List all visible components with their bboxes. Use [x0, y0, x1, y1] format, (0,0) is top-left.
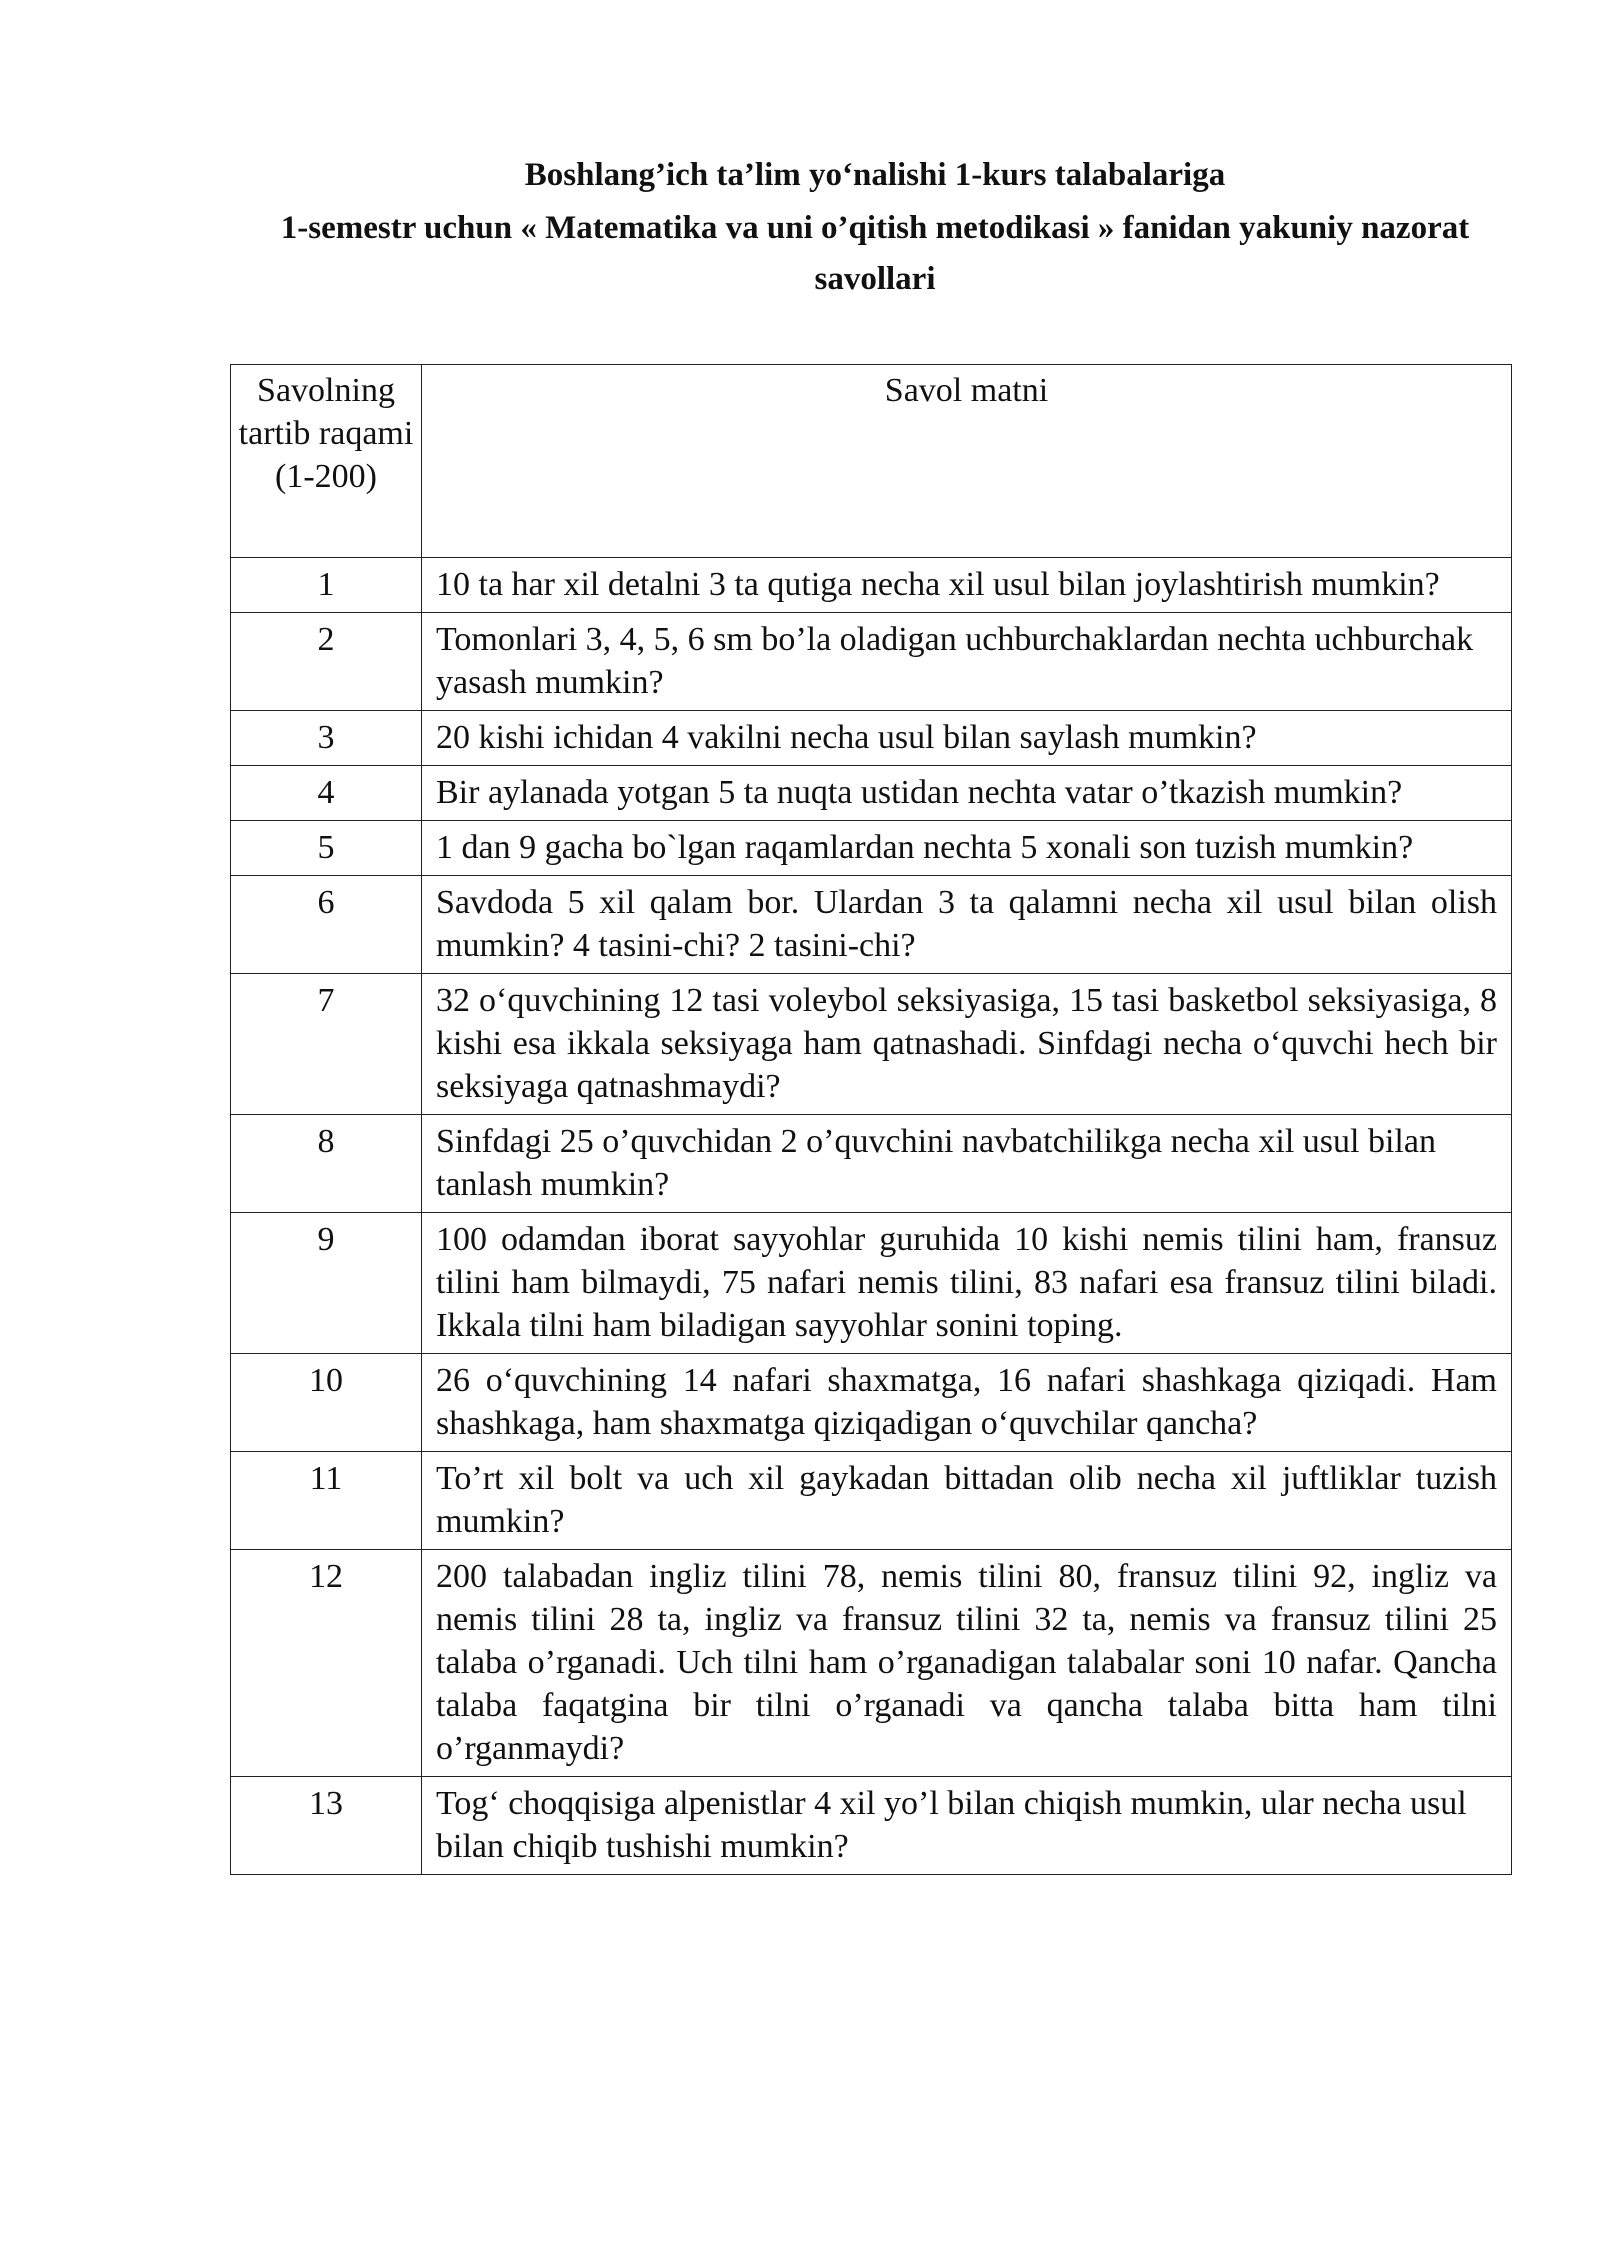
question-number: 9	[231, 1213, 422, 1354]
question-text: Bir aylanada yotgan 5 ta nuqta ustidan nechta vatar o’tkazish mumkin?	[422, 766, 1512, 821]
questions-table	[230, 364, 1512, 1875]
question-number: 11	[231, 1452, 422, 1550]
table-row	[231, 876, 1512, 974]
question-number: 12	[231, 1550, 422, 1777]
table-body	[231, 558, 1512, 1875]
question-text: To’rt xil bolt va uch xil gaykadan bittadan olib necha xil juftliklar tuzish mumkin?	[422, 1452, 1512, 1550]
question-text: 200 talabadan ingliz tilini 78, nemis tilini 80, fransuz tilini 92, ingliz va nemis tilini 28 ta, ingliz va fransuz tilini 32 ta, nemis va fransuz tilini 25 talaba o’rganadi. Uch tilni ham o’rganadigan talabalar soni 10 nafar. Qancha talaba faqatgina bir tilni o’rganadi va qancha talaba bitta ham tilni o’rganmaydi?	[422, 1550, 1512, 1777]
question-number: 8	[231, 1115, 422, 1213]
question-text: Savdoda 5 xil qalam bor. Ulardan 3 ta qalamni necha xil usul bilan olish mumkin? 4 tasini-chi? 2 tasini-chi?	[422, 876, 1512, 974]
question-text: 1 dan 9 gacha bo`lgan raqamlardan nechta 5 xonali son tuzish mumkin?	[422, 821, 1512, 876]
table-row	[231, 711, 1512, 766]
title-line-1: Boshlang’ich ta’lim yo‘nalishi 1-kurs talabalariga	[524, 157, 1226, 193]
table-row	[231, 1115, 1512, 1213]
question-text: Tomonlari 3, 4, 5, 6 sm bo’la oladigan uchburchaklardan nechta uchburchak yasash mumkin?	[422, 613, 1512, 711]
table-row	[231, 821, 1512, 876]
question-number: 3	[231, 711, 422, 766]
table-row	[231, 1213, 1512, 1354]
question-text: Tog‘ choqqisiga alpenistlar 4 xil yo’l bilan chiqish mumkin, ular necha usul bilan chiqib tushishi mumkin?	[422, 1777, 1512, 1875]
question-text: 100 odamdan iborat sayyohlar guruhida 10 kishi nemis tilini ham, fransuz tilini ham bilmaydi, 75 nafari nemis tilini, 83 nafari esa fransuz tilini biladi. Ikkala tilni ham biladigan sayyohlar sonini toping.	[422, 1213, 1512, 1354]
table-row	[231, 1550, 1512, 1777]
question-text: 10 ta har xil detalni 3 ta qutiga necha xil usul bilan joylashtirish mumkin?	[422, 558, 1512, 613]
question-number: 1	[231, 558, 422, 613]
table-row	[231, 1354, 1512, 1452]
question-text: Sinfdagi 25 o’quvchidan 2 o’quvchini navbatchilikga necha xil usul bilan tanlash mumkin?	[422, 1115, 1512, 1213]
question-number: 13	[231, 1777, 422, 1875]
question-number: 7	[231, 974, 422, 1115]
table-row	[231, 974, 1512, 1115]
table-row	[231, 1452, 1512, 1550]
table-header-row	[231, 365, 1512, 558]
question-text: 20 kishi ichidan 4 vakilni necha usul bilan saylash mumkin?	[422, 711, 1512, 766]
header-question-number: Savolning tartib raqami (1-200)	[231, 365, 422, 558]
title-line-2: 1-semestr uchun « Matematika va uni o’qitish metodikasi » fanidan yakuniy nazorat savollari	[280, 210, 1470, 297]
question-number: 4	[231, 766, 422, 821]
question-number: 6	[231, 876, 422, 974]
question-text: 26 o‘quvchining 14 nafari shaxmatga, 16 nafari shashkaga qiziqadi. Ham shashkaga, ham shaxmatga qiziqadigan o‘quvchilar qancha?	[422, 1354, 1512, 1452]
question-text: 32 o‘quvchining 12 tasi voleybol seksiyasiga, 15 tasi basketbol seksiyasiga, 8 kishi esa ikkala seksiyaga ham qatnashadi. Sinfdagi necha o‘quvchi hech bir seksiyaga qatnashmaydi?	[422, 974, 1512, 1115]
document-title	[230, 150, 1520, 305]
table-row	[231, 558, 1512, 613]
question-number: 5	[231, 821, 422, 876]
table-row	[231, 1777, 1512, 1875]
table-row	[231, 766, 1512, 821]
table-row	[231, 613, 1512, 711]
question-number: 2	[231, 613, 422, 711]
header-question-text: Savol matni	[422, 365, 1512, 558]
question-number: 10	[231, 1354, 422, 1452]
